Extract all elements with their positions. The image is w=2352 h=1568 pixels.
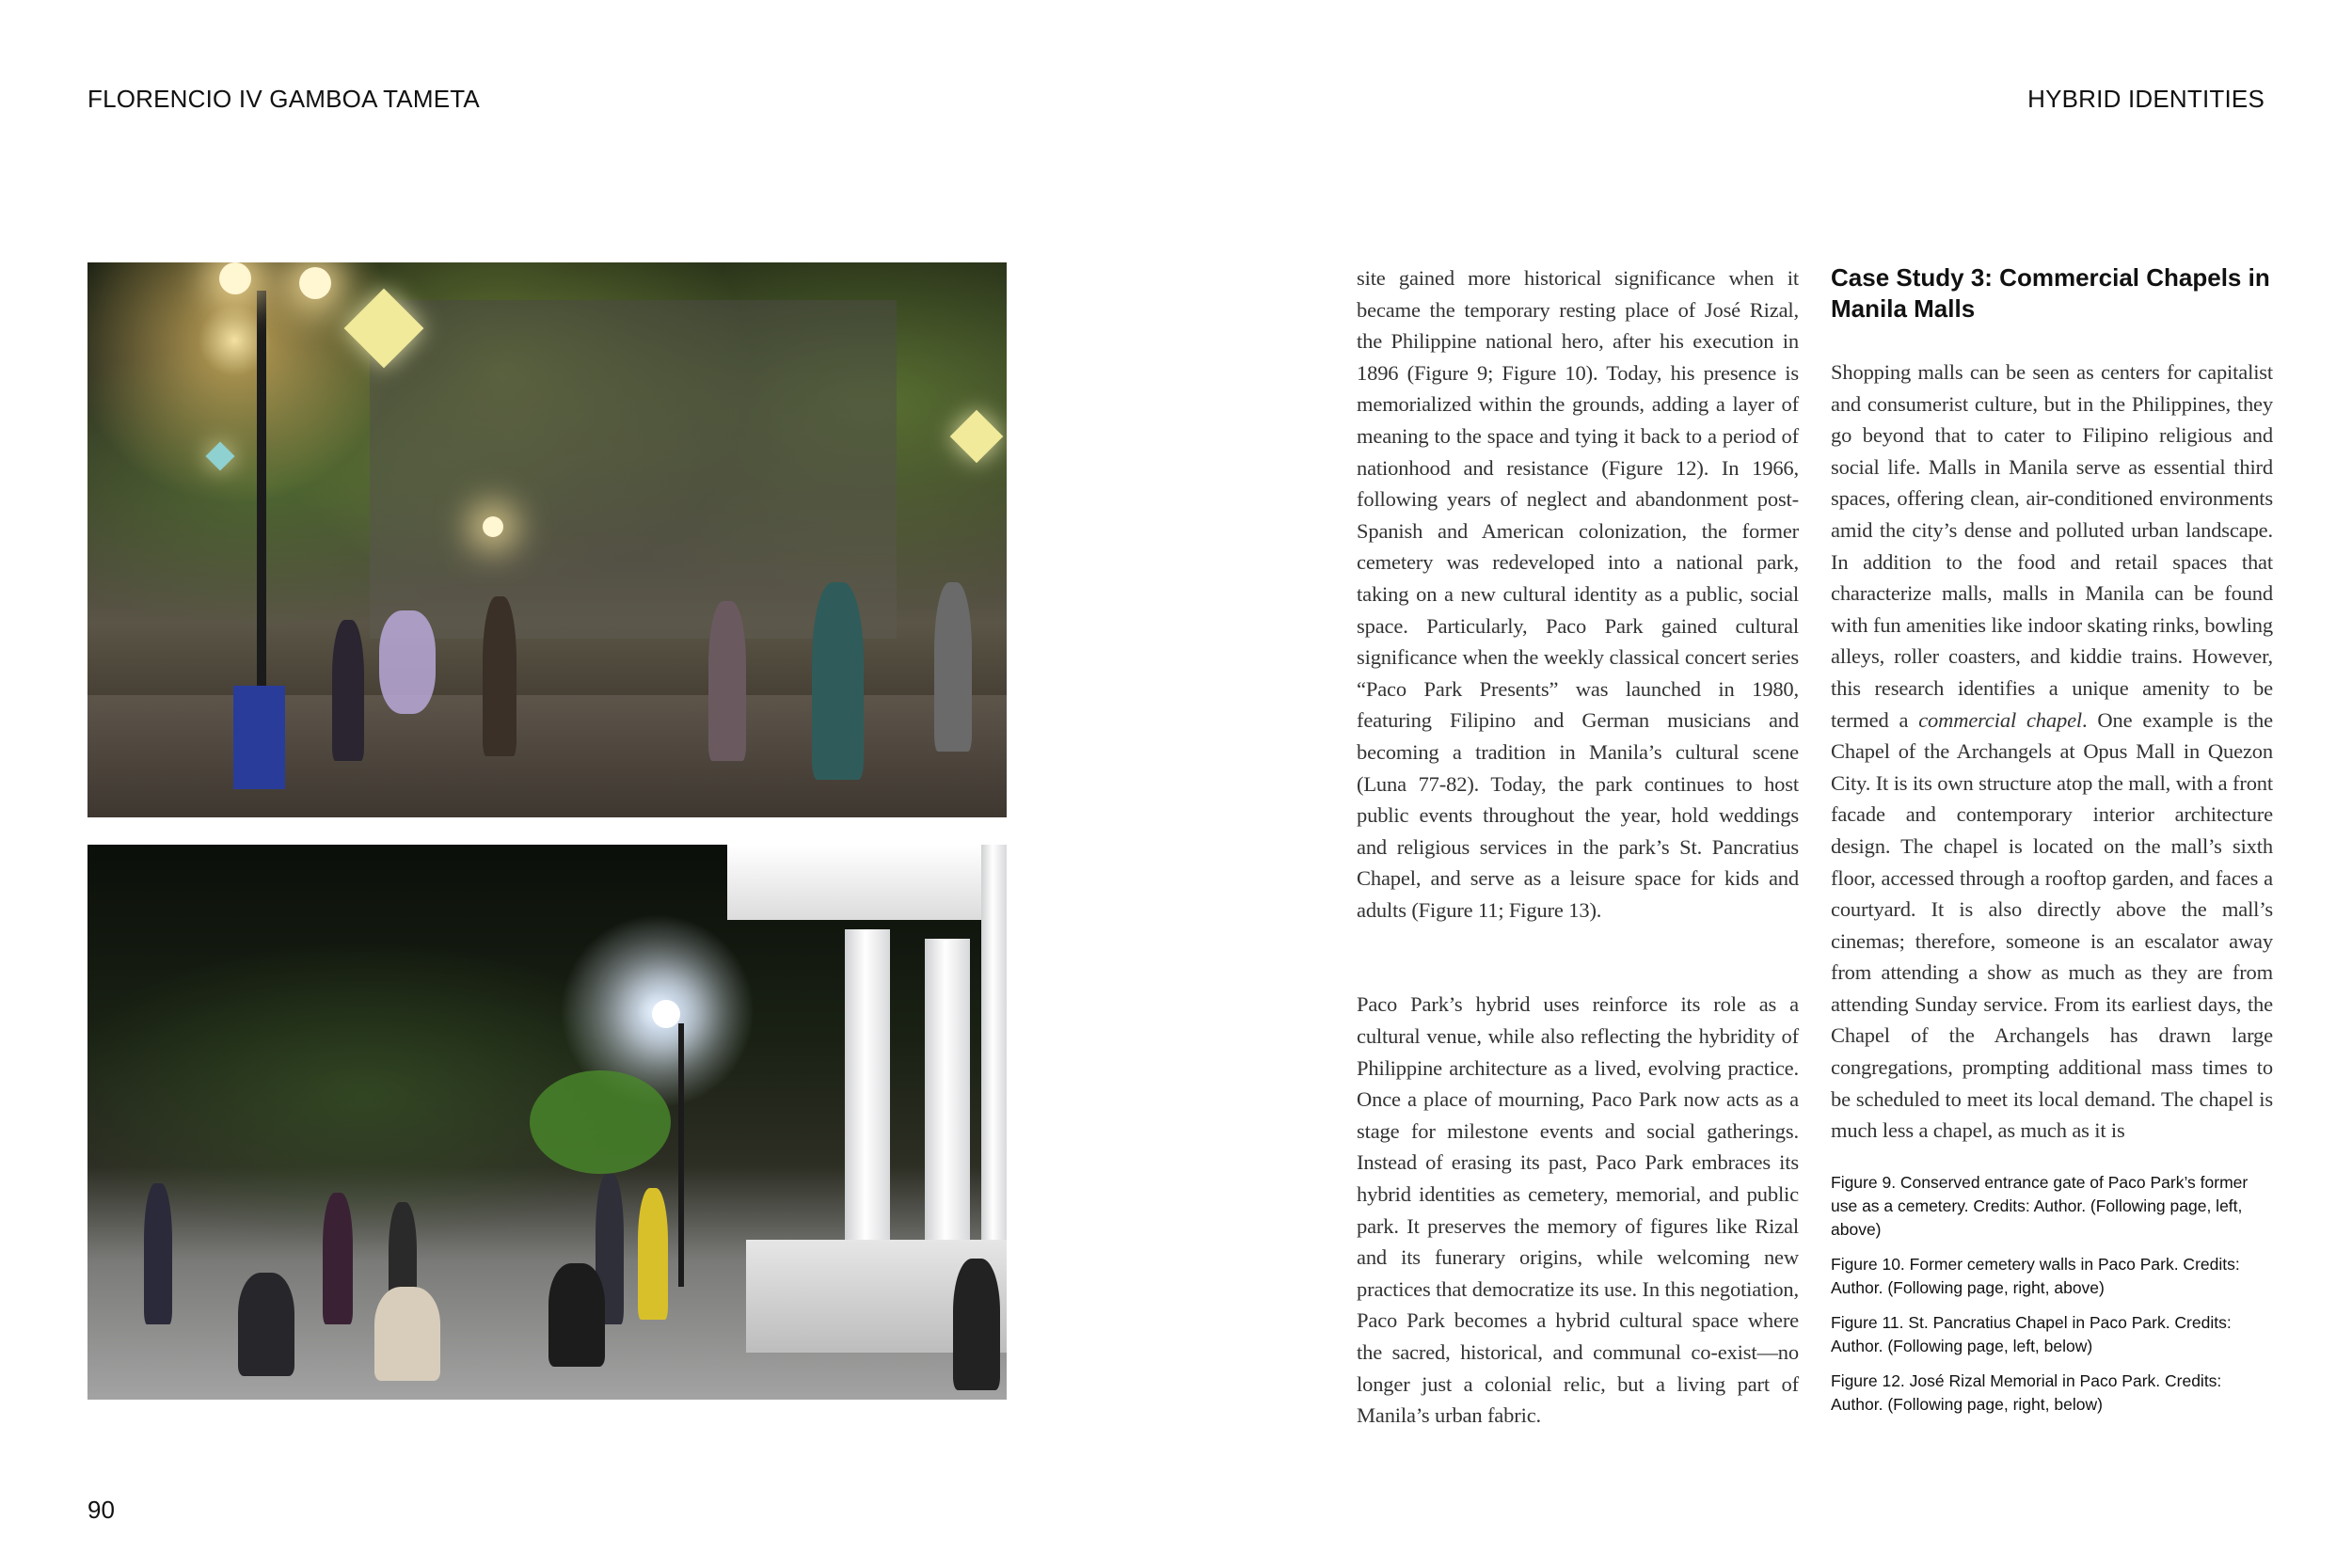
person-silhouette bbox=[953, 1259, 1000, 1390]
chapel-column bbox=[845, 929, 890, 1277]
figure-caption: Figure 9. Conserved entrance gate of Paco Park’s former use as a cemetery. Credits: Author. (Following page, left, above) bbox=[1831, 1173, 2249, 1239]
photo-plaza-evening bbox=[87, 262, 1007, 817]
body-column-right bbox=[1831, 262, 2273, 1147]
person-silhouette bbox=[483, 596, 516, 756]
person-silhouette bbox=[374, 1287, 440, 1381]
plastic-chair bbox=[233, 686, 285, 789]
building-facade bbox=[370, 300, 897, 639]
person-silhouette bbox=[812, 582, 864, 780]
case-study-heading: Case Study 3: Commercial Chapels in Manila Malls bbox=[1831, 263, 2270, 323]
street-light bbox=[652, 1000, 680, 1028]
italic-term: commercial chapel bbox=[1918, 707, 2083, 732]
person-silhouette bbox=[638, 1188, 668, 1320]
chapel-column bbox=[925, 939, 970, 1277]
person-silhouette bbox=[144, 1183, 172, 1324]
running-head-title: HYBRID IDENTITIES bbox=[2027, 85, 2265, 113]
body-paragraph: Paco Park’s hybrid uses reinforce its role as a cultural venue, while also reflecting the hybridity of Philippine architecture as a lived, evolving practice. Once a place of mourning, Paco Park now acts as a stage for milestone events and social gatherings. Instead of erasing its past, Paco Park embraces its hybrid identities as cemetery, memorial, and public park. It preserves the memory of figures like Rizal and its funerary origins, while welcoming new practices that democratize its use. In this negotiation, Paco Park becomes a hybrid cultural space where the sacred, historical, and communal co-exist—no longer just a colonial relic, but a living part of Manila’s urban fabric. bbox=[1357, 992, 1799, 1428]
lamp-light bbox=[483, 516, 503, 537]
person-silhouette bbox=[332, 620, 364, 761]
chapel-column bbox=[981, 845, 1007, 1277]
person-silhouette bbox=[323, 1193, 353, 1324]
person-silhouette bbox=[708, 601, 746, 761]
figure-caption: Figure 10. Former cemetery walls in Paco Park. Credits: Author. (Following page, right, above) bbox=[1831, 1255, 2240, 1297]
lamp-light bbox=[219, 262, 251, 294]
lamp-light bbox=[299, 267, 331, 299]
balloon-bundle bbox=[379, 610, 436, 714]
hanging-lantern bbox=[950, 410, 1004, 464]
plaza-floor bbox=[87, 695, 1007, 817]
chapel-pediment bbox=[727, 845, 1007, 920]
tree-foliage bbox=[530, 1070, 671, 1174]
figure-captions bbox=[1831, 1171, 2273, 1428]
body-column-left bbox=[1357, 262, 1799, 1432]
figure-caption: Figure 12. José Rizal Memorial in Paco Park. Credits: Author. (Following page, right, below) bbox=[1831, 1371, 2222, 1414]
photo-plaza-night bbox=[87, 845, 1007, 1400]
lamp-post bbox=[678, 1023, 684, 1287]
person-silhouette bbox=[548, 1263, 605, 1367]
body-paragraph: Shopping malls can be seen as centers for capitalist and consumerist culture, but in the Philippines, they go beyond that to cater to Filipino religious and social life. Malls in Manila serve as essential third spaces, offering clean, air-conditioned environments amid the city’s dense and polluted urban landscape. In addition to the food and retail spaces that characterize malls, malls in Manila can be found with fun amenities like indoor skating rinks, bowling alleys, roller coasters, and kiddie trains. However, this research identifies a unique amenity to be termed a commercial chapel. One example is the Chapel of the Archangels at Opus Mall in Quezon City. It is its own structure atop the mall, with a front facade and contemporary interior architecture design. The chapel is located on the mall’s sixth floor, accessed through a rooftop garden, and faces a courtyard. It is also directly above the mall’s cinemas; therefore, someone is an escalator away from attending a show as much as they are from attending Sunday service. From its earliest days, the Chapel of the Archangels has drawn large congregations, prompting additional mass times to be scheduled to meet its local demand. The chapel is much less a chapel, as much as it is bbox=[1831, 360, 2273, 1143]
figure-caption: Figure 11. St. Pancratius Chapel in Paco Park. Credits: Author. (Following page, left, below) bbox=[1831, 1313, 2232, 1355]
hanging-lantern bbox=[205, 441, 234, 470]
person-silhouette bbox=[934, 582, 972, 752]
lamp-post bbox=[257, 291, 266, 705]
page-number: 90 bbox=[87, 1496, 115, 1524]
running-head-author: FLORENCIO IV GAMBOA TAMETA bbox=[87, 85, 480, 113]
person-silhouette bbox=[238, 1273, 294, 1376]
body-paragraph: site gained more historical significance when it became the temporary resting place of José Rizal, the Philippine national hero, after his execution in 1896 (Figure 9; Figure 10). Today, his presence is memorialized within the grounds, adding a layer of meaning to the space and tying it back to a period of nationhood and resistance (Figure 12). In 1966, following years of neglect and abandonment post-Spanish and American colonization, the former cemetery was redeveloped into a national park, taking on a new cultural identity as a public, social space. Particularly, Paco Park gained cultural significance when the weekly classical concert series “Paco Park Presents” was launched in 1980, featuring Filipino and German musicians and becoming a tradition in Manila’s cultural scene (Luna 77-82). Today, the park continues to host public events throughout the year, hold weddings and religious services in the park’s St. Pancratius Chapel, and serve as a leisure space for kids and adults (Figure 11; Figure 13). bbox=[1357, 266, 1799, 922]
